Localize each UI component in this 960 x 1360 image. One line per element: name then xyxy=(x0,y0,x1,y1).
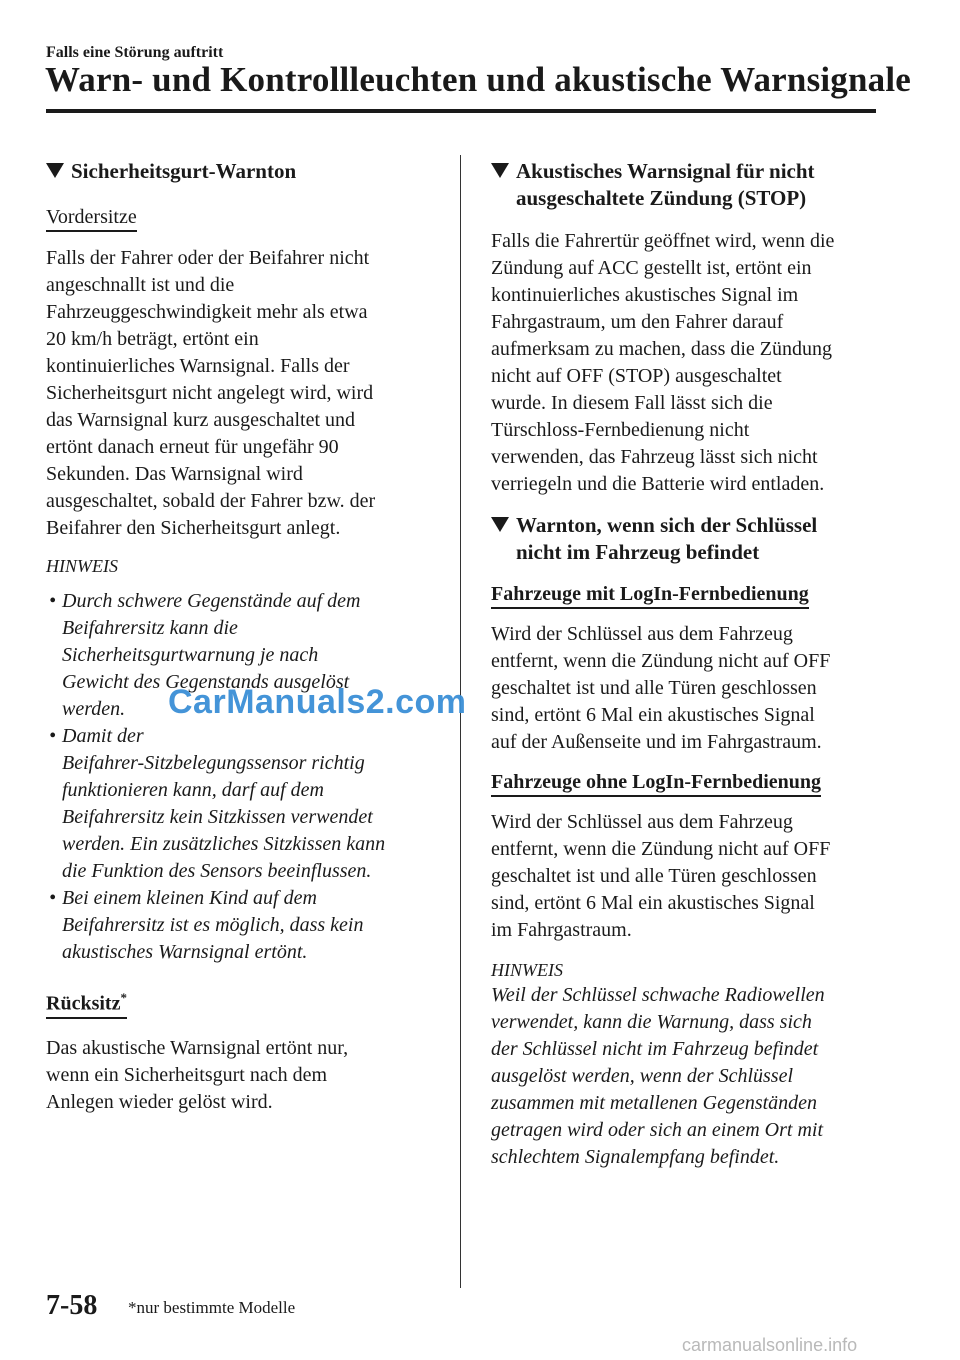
footnote-mark: * xyxy=(120,990,127,1005)
text-line: nicht auf OFF (STOP) ausgeschaltet xyxy=(491,365,782,387)
text-line: wurde. In diesem Fall lässt sich die xyxy=(491,392,773,414)
text-line: Fahrgastraum, um den Fahrer darauf xyxy=(491,311,784,333)
triangle-icon xyxy=(491,163,509,178)
text-line: angeschnallt ist und die xyxy=(46,274,235,296)
text-line: funktionieren kann, darf auf dem xyxy=(62,779,324,801)
heading-line: Warnton, wenn sich der Schlüssel xyxy=(516,513,818,537)
heading-line: ausgeschaltete Zündung (STOP) xyxy=(516,186,807,210)
left-column xyxy=(46,158,446,1116)
text-line: wenn ein Sicherheitsgurt nach dem xyxy=(46,1063,328,1086)
text-line: Beifahrer den Sicherheitsgurt anlegt. xyxy=(46,517,341,539)
text-line: Anlegen wieder gelöst wird. xyxy=(46,1090,273,1113)
text-line: ausgelöst werden, wenn der Schlüssel xyxy=(491,1065,794,1087)
note-label: HINWEIS xyxy=(491,960,563,980)
text-line: Wird der Schlüssel aus dem Fahrzeug xyxy=(491,623,793,645)
text-line: werden. xyxy=(62,698,126,720)
text-line: geschaltet ist und alle Türen geschlossen xyxy=(491,677,817,699)
triangle-icon xyxy=(491,517,509,532)
heading-text: Sicherheitsgurt-Warnton xyxy=(71,159,297,183)
footnote: *nur bestimmte Modelle xyxy=(128,1298,296,1317)
right-column xyxy=(491,158,891,1171)
paragraph xyxy=(491,809,891,944)
text-line: im Fahrgastraum. xyxy=(491,919,632,941)
text-line: auf der Außenseite und im Fahrgastraum. xyxy=(491,731,822,753)
text-line: entfernt, wenn die Zündung nicht auf OFF xyxy=(491,838,831,860)
text-line: verwendet, kann die Warnung, dass sich xyxy=(491,1011,812,1033)
text-line: Türschloss-Fernbedienung nicht xyxy=(491,419,750,441)
text-line: Falls die Fahrertür geöffnet wird, wenn die xyxy=(491,230,835,252)
text-line: werden. Ein zusätzliches Sitzkissen kann xyxy=(62,833,386,855)
text-line: entfernt, wenn die Zündung nicht auf OFF xyxy=(491,650,831,672)
text-line: Beifahrersitz ist es möglich, dass kein xyxy=(62,914,364,936)
text-line: kontinuierliches Warnsignal. Falls der xyxy=(46,355,350,377)
text-line: geschaltet ist und alle Türen geschlossen xyxy=(491,865,817,887)
text-line: Bei einem kleinen Kind auf dem xyxy=(62,887,317,909)
text-line: zusammen mit metallenen Gegenständen xyxy=(491,1092,818,1114)
text-line: das Warnsignal kurz ausgeschaltet und xyxy=(46,409,356,431)
text-line: Wird der Schlüssel aus dem Fahrzeug xyxy=(491,811,793,833)
section-heading-seatbelt xyxy=(46,158,446,185)
subheading-with-login: Fahrzeuge mit LogIn-Fernbedienung xyxy=(491,582,809,609)
text-line: kontinuierliches akustisches Signal im xyxy=(491,284,799,306)
note-bullet xyxy=(46,885,446,966)
watermark-logo: CarManuals2.com xyxy=(168,683,467,721)
text-line: die Funktion des Sensors beeinflussen. xyxy=(62,860,372,882)
note-text xyxy=(491,982,891,1171)
text-line: Falls der Fahrer oder der Beifahrer nicht xyxy=(46,247,370,269)
note-label: HINWEIS xyxy=(46,556,118,576)
section-label: Falls eine Störung auftritt xyxy=(46,44,224,61)
paragraph xyxy=(491,621,891,756)
text-line: Sekunden. Das Warnsignal wird xyxy=(46,463,303,485)
subheading-front-seats: Vordersitze xyxy=(46,205,137,232)
note-bullet xyxy=(46,723,446,885)
text-line: verriegeln und die Batterie wird entladen. xyxy=(491,473,825,495)
section-heading-key-warning xyxy=(491,512,891,566)
text-line: Fahrzeuggeschwindigkeit mehr als etwa xyxy=(46,301,368,323)
text-line: Zündung auf ACC gestellt ist, ertönt ein xyxy=(491,257,812,279)
bullet-icon: • xyxy=(49,590,57,612)
paragraph xyxy=(491,228,891,498)
text-line: schlechtem Signalempfang befindet. xyxy=(491,1146,780,1168)
text-line: Beifahrer-Sitzbelegungssensor richtig xyxy=(62,752,365,774)
subheading-rear-seat xyxy=(46,986,127,1019)
heading-line: nicht im Fahrzeug befindet xyxy=(516,540,760,564)
text-line: Durch schwere Gegenstände auf dem xyxy=(62,590,361,612)
bullet-icon: • xyxy=(49,725,57,747)
text-line: sind, ertönt 6 Mal ein akustisches Signal xyxy=(491,704,815,726)
bullet-icon: • xyxy=(49,887,57,909)
paragraph xyxy=(46,245,446,542)
text-line: ertönt danach erneut für ungefähr 90 xyxy=(46,436,339,458)
text-line: Beifahrersitz kein Sitzkissen verwendet xyxy=(62,806,373,828)
text-line: Gewicht des Gegenstands ausgelöst xyxy=(62,671,350,693)
heading-line: Akustisches Warnsignal für nicht xyxy=(516,159,815,183)
triangle-icon xyxy=(46,163,64,178)
page-number: 7-58 xyxy=(46,1290,98,1321)
subheading-text: Rücksitz xyxy=(46,992,121,1015)
page-title: Warn- und Kontrollleuchten und akustische Warnsignale xyxy=(45,60,912,99)
header-rule xyxy=(46,109,876,113)
text-line: akustisches Warnsignal ertönt. xyxy=(62,941,308,963)
text-line: Damit der xyxy=(62,725,144,747)
text-line: verwenden, das Fahrzeug lässt sich nicht xyxy=(491,446,818,468)
section-heading-ignition xyxy=(491,158,891,212)
text-line: Das akustische Warnsignal ertönt nur, xyxy=(46,1036,349,1059)
text-line: getragen wird oder sich an einem Ort mit xyxy=(491,1119,824,1141)
paragraph xyxy=(46,1035,446,1116)
text-line: aufmerksam zu machen, dass die Zündung xyxy=(491,338,833,360)
text-line: ausgeschaltet, sobald der Fahrer bzw. der xyxy=(46,490,376,512)
text-line: der Schlüssel nicht im Fahrzeug befindet xyxy=(491,1038,819,1060)
subheading-without-login: Fahrzeuge ohne LogIn-Fernbedienung xyxy=(491,770,821,797)
site-watermark: carmanualsonline.info xyxy=(682,1335,858,1355)
text-line: Beifahrersitz kann die xyxy=(62,617,238,639)
text-line: Weil der Schlüssel schwache Radiowellen xyxy=(491,984,825,1006)
text-line: sind, ertönt 6 Mal ein akustisches Signal xyxy=(491,892,815,914)
text-line: 20 km/h beträgt, ertönt ein xyxy=(46,328,259,350)
text-line: Sicherheitsgurt nicht angelegt wird, wird xyxy=(46,382,374,404)
text-line: Sicherheitsgurtwarnung je nach xyxy=(62,644,319,666)
